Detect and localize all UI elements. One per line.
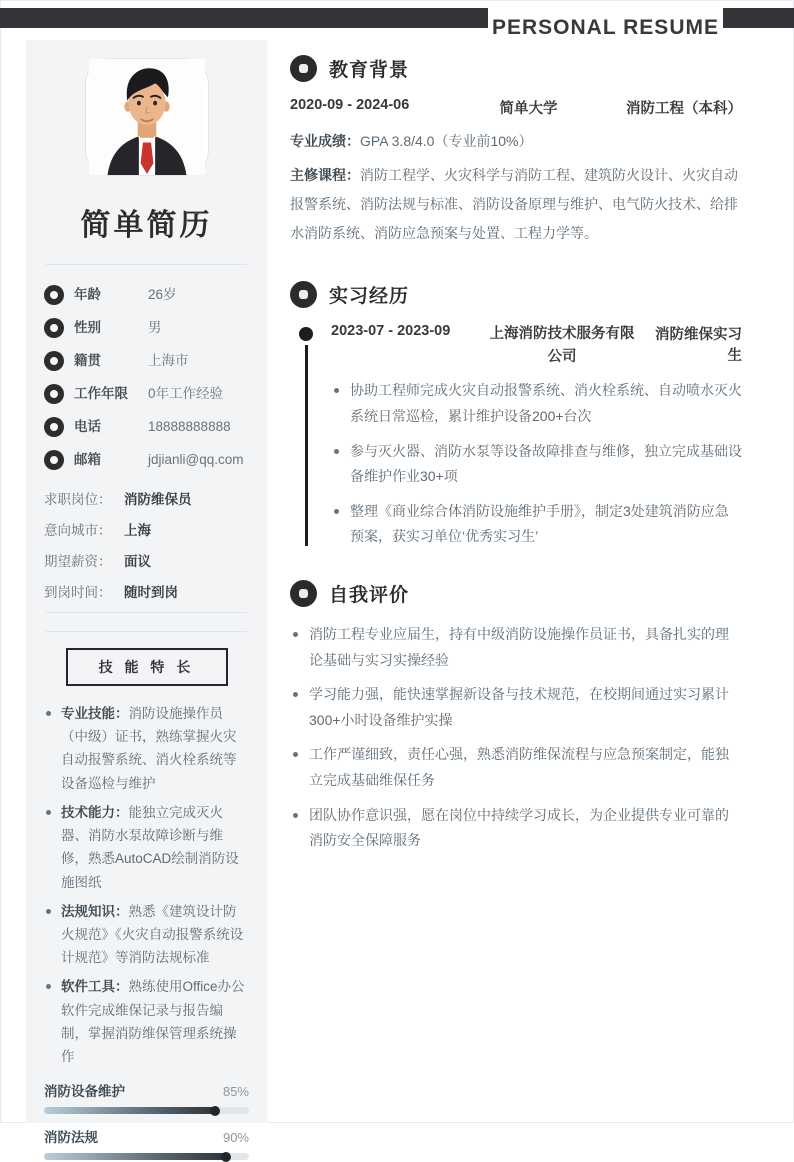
progress-fill (44, 1153, 229, 1160)
section-title: 实习经历 (329, 286, 410, 308)
info-value: 18888888888 (148, 419, 231, 434)
skill-label: 技术能力： (61, 804, 129, 820)
info-value: 26岁 (148, 287, 177, 302)
info-value: jdjianli@qq.com (148, 452, 244, 467)
donut-icon (44, 318, 64, 338)
progress-percent: 90% (222, 1130, 249, 1146)
intent-row-salary (44, 550, 249, 570)
intent-row-city (44, 519, 249, 539)
skill-item (44, 900, 249, 970)
bullet-item: 整理《商业综合体消防设施维护手册》，制定3处建筑消防应急预案，获实习单位‘优秀实习生’ (331, 499, 742, 550)
bullet-item: 团队协作意识强，愿在岗位中持续学习成长，为企业提供专业可靠的消防安全保障服务 (290, 803, 742, 854)
skills-list (44, 702, 249, 1068)
skill-item (44, 975, 249, 1068)
section-header (290, 580, 742, 607)
education-major: 消防工程（本科） (626, 101, 742, 117)
internship-company: 上海消防技术服务有限公司 (489, 326, 635, 365)
job-intent-block (44, 488, 249, 601)
intent-value: 消防维保员 (124, 492, 192, 507)
donut-icon (290, 55, 317, 82)
intent-label: 期望薪资： (44, 554, 112, 569)
skill-text: 消防设施操作员（中级）证书，熟练掌握火灾自动报警系统、消火栓系统等设备巡检与维护 (61, 706, 237, 791)
divider (46, 631, 247, 632)
info-label: 年龄 (74, 287, 101, 302)
sidebar (26, 40, 267, 1146)
divider (46, 612, 247, 613)
skill-label: 软件工具： (61, 979, 129, 995)
skill-item (44, 801, 249, 894)
progress-label: 消防法规 (44, 1130, 98, 1146)
info-label: 性别 (74, 320, 101, 335)
progress-track (44, 1153, 249, 1160)
name-title: 简单简历 (80, 209, 213, 242)
section-self-evaluation (290, 580, 742, 854)
self-evaluation-bullets (290, 622, 742, 854)
donut-icon (290, 580, 317, 607)
info-value: 0年工作经验 (148, 386, 224, 401)
divider (46, 264, 247, 265)
internship-bullets (331, 378, 742, 550)
donut-icon (44, 417, 64, 437)
skill-text: 能独立完成灭火器、消防水泵故障诊断与维修，熟悉AutoCAD绘制消防设施图纸 (61, 804, 239, 890)
donut-icon (44, 351, 64, 371)
progress-fire-regulations (44, 1126, 249, 1160)
courses-paragraph (290, 161, 742, 247)
skill-progress-block (44, 1080, 249, 1160)
donut-icon (44, 384, 64, 404)
skills-section-title: 技 能 特 长 (98, 659, 195, 675)
avatar (85, 58, 209, 176)
info-value: 上海市 (148, 353, 189, 368)
internship-period: 2023-07 - 2023-09 (331, 323, 451, 340)
top-banner (0, 8, 794, 39)
progress-label: 消防设备维护 (44, 1084, 125, 1100)
skill-text: 熟悉《建筑设计防火规范》《火灾自动报警系统设计规范》等消防法规标准 (61, 903, 244, 966)
main-column (290, 55, 742, 863)
page-title: PERSONAL RESUME (492, 16, 719, 39)
section-internship (290, 281, 742, 550)
skills-section-title-box (66, 648, 228, 686)
info-label: 电话 (74, 419, 101, 434)
progress-percent: 85% (222, 1084, 249, 1100)
intent-value: 面议 (124, 554, 151, 569)
skill-item (44, 702, 249, 795)
info-label: 工作年限 (74, 386, 128, 401)
donut-icon (290, 281, 317, 308)
intent-row-position (44, 488, 249, 508)
donut-icon (44, 285, 64, 305)
internship-timeline (290, 323, 742, 550)
gpa-value: GPA 3.8/4.0（专业前10%） (360, 133, 533, 149)
progress-track (44, 1107, 249, 1114)
info-label: 邮箱 (74, 452, 101, 467)
bullet-item: 协助工程师完成火灾自动报警系统、消火栓系统、自动喷水灭火系统日常巡检，累计维护设备200+台次 (331, 378, 742, 429)
section-title: 自我评价 (329, 585, 410, 607)
info-row-gender (44, 318, 249, 338)
skill-text: 熟练使用Office办公软件完成维保记录与报告编制，掌握消防维保管理系统操作 (61, 979, 245, 1065)
bullet-item: 学习能力强，能快速掌握新设备与技术规范，在校期间通过实习累计300+小时设备维护实操 (290, 682, 742, 733)
progress-equipment-maintenance (44, 1080, 249, 1114)
education-entry (290, 97, 742, 118)
section-title: 教育背景 (329, 60, 410, 81)
skill-label: 法规知识： (61, 903, 129, 919)
intent-label: 求职岗位： (44, 492, 112, 507)
bullet-item: 工作严谨细致，责任心强，熟悉消防维保流程与应急预案制定，能独立完成基础维保任务 (290, 742, 742, 793)
bullet-item: 参与灭火器、消防水泵等设备故障排查与维修，独立完成基础设备维护作业30+项 (331, 439, 742, 490)
intent-value: 随时到岗 (124, 585, 178, 600)
info-value: 男 (148, 320, 162, 335)
timeline-dot-icon (299, 327, 313, 341)
progress-fill (44, 1107, 218, 1114)
gpa-line (290, 130, 742, 152)
info-row-email (44, 450, 249, 470)
intent-row-availability (44, 581, 249, 601)
info-row-age (44, 285, 249, 305)
intent-label: 意向城市： (44, 523, 112, 538)
info-label: 籍贯 (74, 353, 101, 368)
intent-value: 上海 (124, 523, 151, 538)
section-header (290, 281, 742, 308)
internship-role: 消防维保实习生 (655, 327, 742, 365)
skill-label: 专业技能： (61, 706, 129, 721)
info-row-phone (44, 417, 249, 437)
page-title-box (488, 8, 723, 48)
section-education (290, 55, 742, 247)
education-school: 简单大学 (499, 101, 558, 117)
section-header (290, 55, 742, 82)
courses-text: 消防工程学、火灾科学与消防工程、建筑防火设计、火灾自动报警系统、消防法规与标准、消防设备原理与维护、电气防火技术、给排水消防系统、消防应急预案与处置、工程力学等。 (290, 167, 738, 241)
education-period: 2020-09 - 2024-06 (290, 97, 410, 113)
donut-icon (44, 450, 64, 470)
intent-label: 到岗时间： (44, 585, 112, 600)
basic-info-list (44, 285, 249, 470)
avatar-portrait-icon (86, 59, 208, 175)
info-row-experience (44, 384, 249, 404)
bullet-item: 消防工程专业应届生，持有中级消防设施操作员证书，具备扎实的理论基础与实习实操经验 (290, 622, 742, 673)
info-row-hometown (44, 351, 249, 371)
gpa-label: 专业成绩： (290, 133, 360, 149)
courses-label: 主修课程： (290, 167, 360, 184)
internship-entry-header (331, 323, 742, 368)
